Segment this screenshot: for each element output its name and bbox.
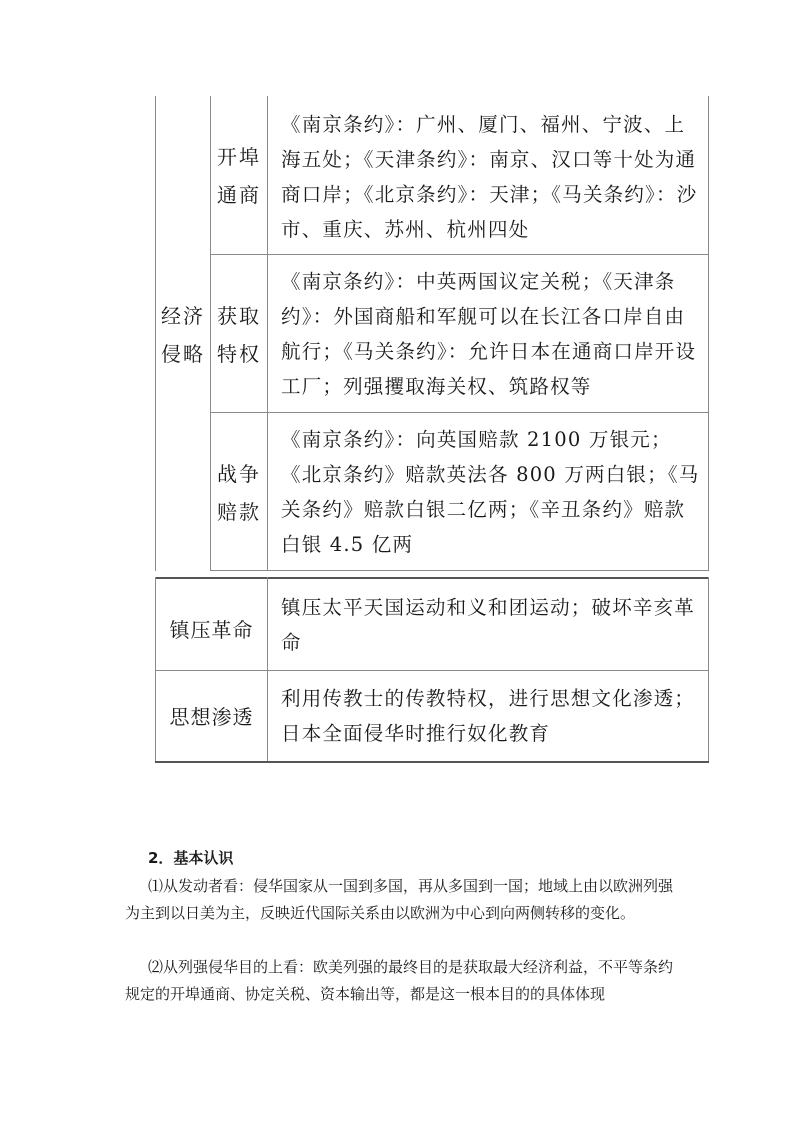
row-content: 利用传教士的传教特权，进行思想文化渗透；日本全面侵华时推行奴化教育 bbox=[281, 687, 696, 745]
row-label: 开埠通商 bbox=[217, 145, 261, 207]
section-heading: 2．基本认识 bbox=[148, 849, 234, 867]
row-separator bbox=[210, 254, 709, 255]
row-content: 《南京条约》：中英两国议定关税；《天津条约》：外国商船和军舰可以在长江各口岸自由航行；《马关条约》：允许日本在通商口岸开设工厂；列强攫取海关权、筑路权等 bbox=[281, 270, 697, 398]
row-content: 镇压太平天国运动和义和团运动；破坏辛亥革命 bbox=[281, 596, 696, 654]
row-content: 《南京条约》：向英国赔款 2100 万银元；《北京条约》赔款英法各 800 万两白银；《马关条约》赔款白银二亿两；《辛丑条约》赔款白银 4.5 亿两 bbox=[281, 428, 700, 556]
row-separator bbox=[155, 670, 709, 671]
table-border-bottom bbox=[155, 761, 709, 763]
table-border-right bbox=[708, 96, 709, 571]
row-content: 《南京条约》：广州、厦门、福州、宁波、上海五处；《天津条约》：南京、汉口等十处为通商口岸；《北京条约》：天津；《马关条约》：沙市、重庆、苏州、杭州四处 bbox=[281, 113, 698, 241]
paragraph: ⑵从列强侵华目的上看：欧美列强的最终目的是获取最大经济利益，不平等条约规定的开埠通商、协定关税、资本输出等，都是这一根本目的的具体体现 bbox=[125, 958, 674, 1003]
row-label: 战争赔款 bbox=[217, 462, 261, 524]
table-border-left bbox=[155, 96, 156, 571]
table-border-category bbox=[210, 96, 211, 571]
row-separator bbox=[210, 412, 709, 413]
paragraph: ⑴从发动者看：侵华国家从一国到多国，再从多国到一国；地域上由以欧洲列强为主到以日美为主，反映近代国际关系由以欧洲为中心到向两侧转移的变化。 bbox=[125, 877, 674, 922]
row-separator bbox=[210, 570, 709, 571]
table-border-label bbox=[267, 96, 268, 571]
row-label: 思想渗透 bbox=[169, 705, 254, 729]
table-border-top bbox=[155, 577, 709, 579]
category-label: 经济侵略 bbox=[161, 304, 205, 366]
row-label: 镇压革命 bbox=[169, 618, 254, 642]
row-label: 获取特权 bbox=[217, 304, 261, 366]
